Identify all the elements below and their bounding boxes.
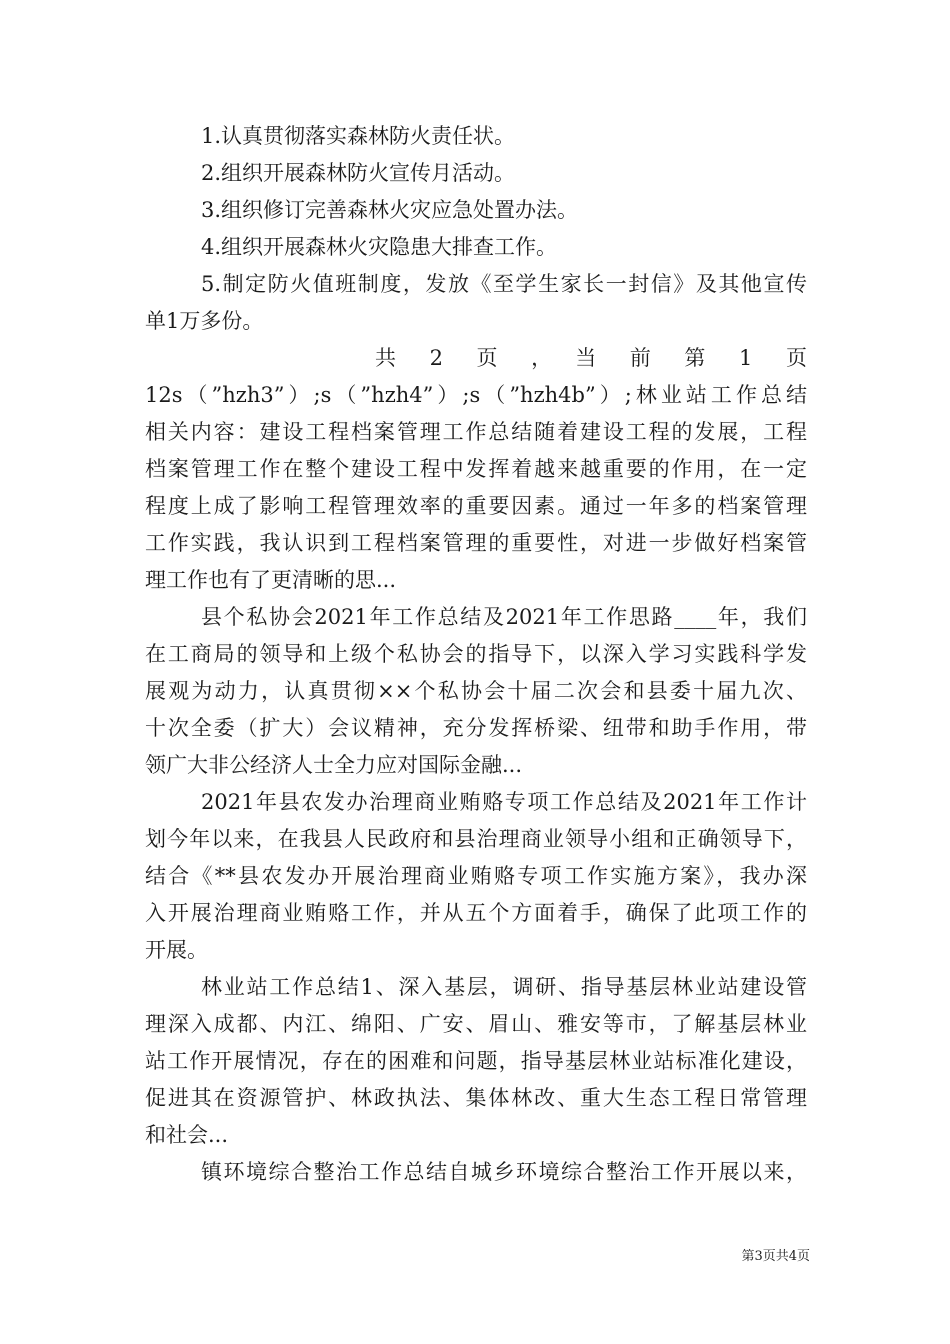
paragraph-line: 十次全委（扩大）会议精神，充分发挥桥梁、纽带和助手作用，带 [145,716,807,740]
list-item: 4.组织开展森林火灾隐患大排查工作。 [201,235,558,259]
paragraph-line: 在工商局的领导和上级个私协会的指导下，以深入学习实践科学发 [145,642,807,666]
paragraph-line: 程度上成了影响工程管理效率的重要因素。通过一年多的档案管理 [145,494,807,518]
paragraph-line: 和社会... [145,1123,229,1147]
paragraph-line: 县个私协会2021年工作总结及2021年工作思路____年，我们 [201,605,807,629]
paragraph-line: 结合《**县农发办开展治理商业贿赂专项工作实施方案》，我办深 [145,864,807,888]
list-item-continuation: 单1万多份。 [145,309,264,333]
paragraph-line: 展观为动力，认真贯彻××个私协会十届二次会和县委十届九次、 [145,679,807,703]
page-indicator-text: 共 2 页 ， 当 前 第 1 页 [375,346,807,370]
paragraph-line: 相关内容：建设工程档案管理工作总结随着建设工程的发展，工程 [145,420,807,444]
list-item: 3.组织修订完善森林火灾应急处置办法。 [201,198,579,222]
paragraph-line: 入开展治理商业贿赂工作，并从五个方面着手，确保了此项工作的 [145,901,807,925]
paragraph-line: 开展。 [145,938,208,962]
paragraph-line: 林业站工作总结1、深入基层，调研、指导基层林业站建设管 [201,975,807,999]
paragraph-line: 理深入成都、内江、绵阳、广安、眉山、雅安等市，了解基层林业 [145,1012,807,1036]
paragraph-line: 档案管理工作在整个建设工程中发挥着越来越重要的作用，在一定 [145,457,807,481]
paragraph-line: 站工作开展情况，存在的困难和问题，指导基层林业站标准化建设， [145,1049,807,1073]
paragraph-line: 12s（”hzh3”）;s（”hzh4”）;s（”hzh4b”）;林业站工作总结 [145,383,807,407]
list-item: 1.认真贯彻落实森林防火责任状。 [201,124,516,148]
paragraph-line: 2021年县农发办治理商业贿赂专项工作总结及2021年工作计 [201,790,807,814]
paragraph-line: 镇环境综合整治工作总结自城乡环境综合整治工作开展以来， [201,1160,807,1184]
paragraph-line: 划今年以来，在我县人民政府和县治理商业领导小组和正确领导下， [145,827,807,851]
page-footer: 第3页共4页 [741,1249,810,1264]
list-item: 2.组织开展森林防火宣传月活动。 [201,161,516,185]
paragraph-line: 促进其在资源管护、林政执法、集体林改、重大生态工程日常管理 [145,1086,807,1110]
document-body [145,118,807,1191]
paragraph-line: 理工作也有了更清晰的思... [145,568,397,592]
list-item: 5.制定防火值班制度，发放《至学生家长一封信》及其他宣传 [201,272,807,296]
paragraph-line: 工作实践，我认识到工程档案管理的重要性，对进一步做好档案管 [145,531,807,555]
paragraph-line: 领广大非公经济人士全力应对国际金融... [145,753,523,777]
